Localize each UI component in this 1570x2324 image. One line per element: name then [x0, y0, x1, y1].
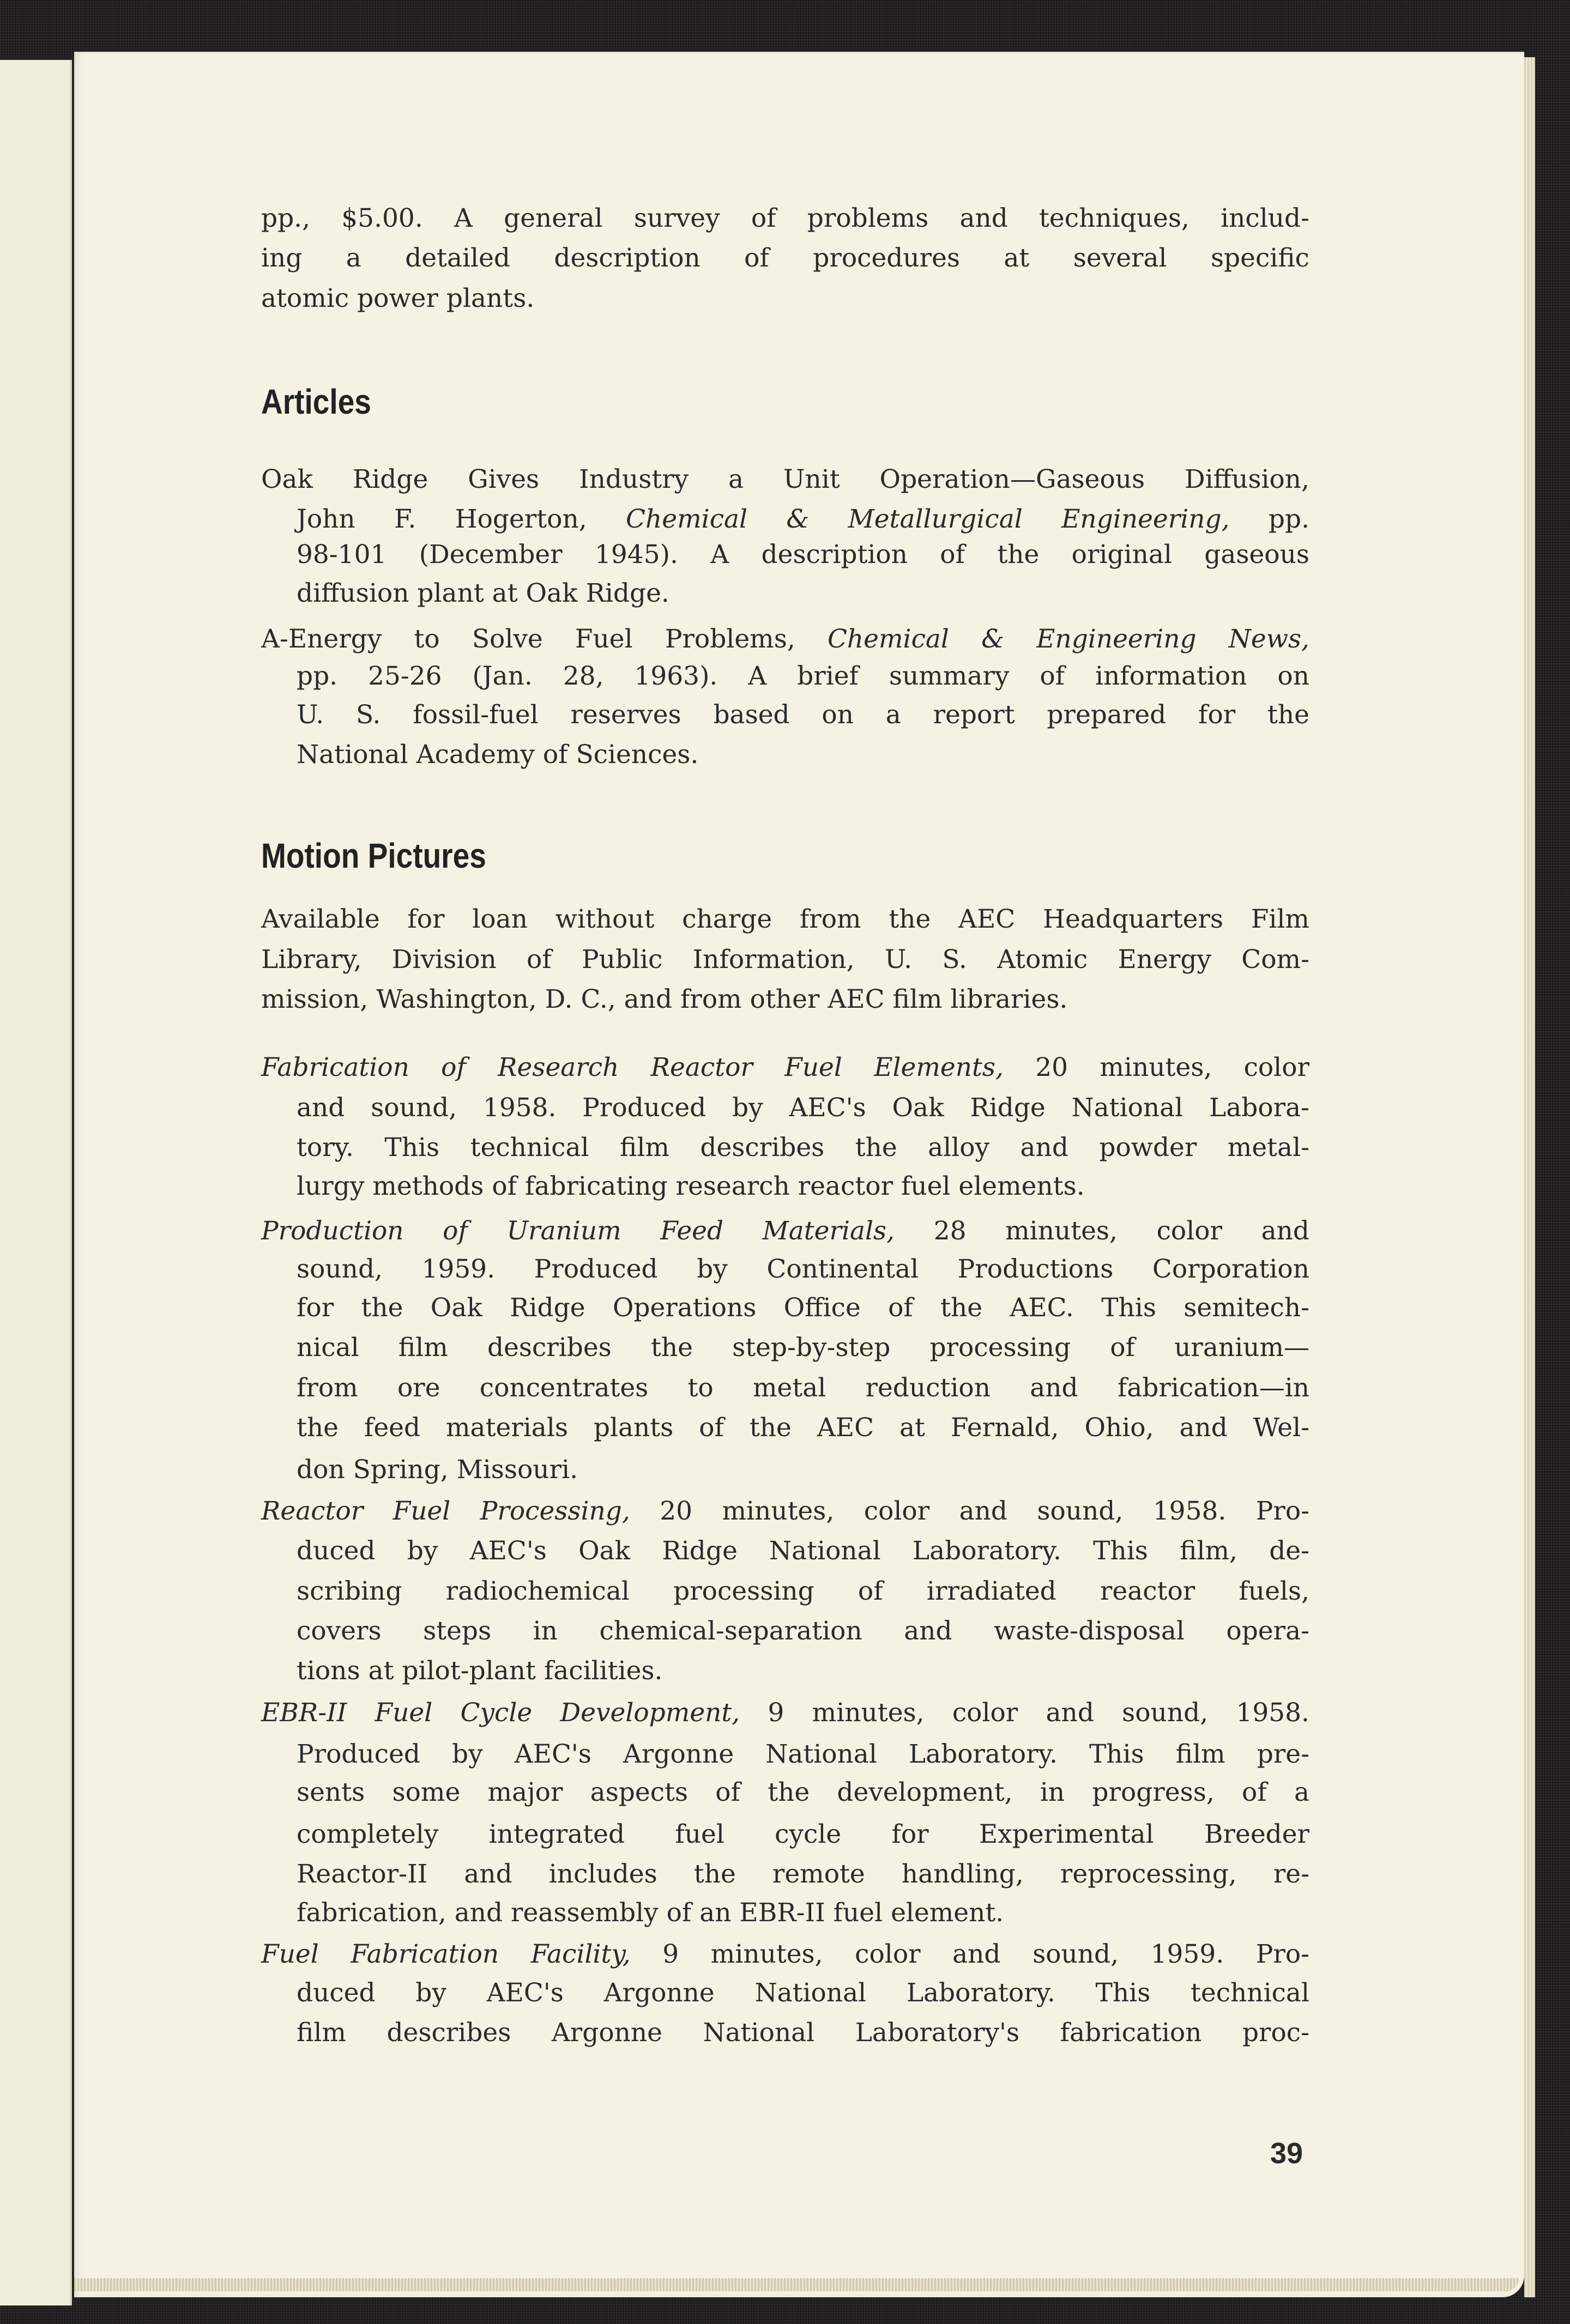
article-oak-ridge-line	[297, 573, 1309, 614]
body-text: 9 minutes, color and sound, 1958.	[740, 1698, 1309, 1728]
motion-pictures-intro-line	[261, 939, 1309, 980]
film-reactor-fuel-processing-line	[261, 1491, 1309, 1532]
body-text: 20 minutes, color	[1003, 1052, 1309, 1082]
italic-title-text: EBR-II Fuel Cycle Development,	[261, 1698, 740, 1728]
body-text: 9 minutes, color and sound, 1959. Pro-	[630, 1939, 1309, 1969]
heading-motion-pictures: Motion Pictures	[261, 836, 486, 875]
film-uranium-feed-materials-line	[297, 1327, 1309, 1368]
italic-title-text: Chemical & Metallurgical Engineering,	[626, 504, 1230, 534]
article-oak-ridge-line	[261, 459, 1309, 500]
body-text: pp., $5.00. A general survey of problems and techniques, includ-	[261, 203, 1309, 233]
film-fabrication-research-reactor-line	[261, 1047, 1309, 1088]
body-text: sents some major aspects of the development, in progress, of a	[297, 1777, 1309, 1807]
body-text: sound, 1959. Produced by Continental Productions Corporation	[297, 1254, 1309, 1284]
body-text: pp. 25-26 (Jan. 28, 1963). A brief summary of information on	[297, 661, 1309, 691]
article-a-energy-line	[297, 734, 1309, 775]
italic-title-text: Fuel Fabrication Facility,	[261, 1939, 631, 1969]
body-text: for the Oak Ridge Operations Office of the AEC. This semitech-	[297, 1293, 1309, 1323]
article-oak-ridge-line	[297, 499, 1309, 540]
film-ebr-ii-line	[297, 1854, 1309, 1895]
previous-page-edge	[0, 60, 72, 2305]
film-fuel-fabrication-facility-line	[297, 1972, 1309, 2013]
body-text: fabrication, and reassembly of an EBR-II fuel element.	[297, 1898, 1004, 1928]
film-uranium-feed-materials-line	[297, 1367, 1309, 1408]
body-text: nical film describes the step-by-step processing of uranium—	[297, 1333, 1309, 1363]
body-text: from ore concentrates to metal reduction and fabrication—in	[297, 1373, 1309, 1403]
body-text: completely integrated fuel cycle for Experimental Breeder	[297, 1819, 1309, 1849]
page-number: 39	[1270, 2137, 1303, 2170]
body-text: pp.	[1229, 504, 1310, 534]
body-text: Oak Ridge Gives Industry a Unit Operation—Gaseous Diffusion,	[261, 464, 1309, 494]
film-ebr-ii-line	[297, 1734, 1309, 1775]
body-text: mission, Washington, D. C., and from other AEC film libraries.	[261, 984, 1068, 1014]
page-stack-edge	[1524, 57, 1535, 2297]
intro-continuation-line	[261, 238, 1309, 279]
film-uranium-feed-materials-line	[261, 1211, 1309, 1251]
body-text: scribing radiochemical processing of irradiated reactor fuels,	[297, 1576, 1309, 1606]
film-fabrication-research-reactor-line	[297, 1166, 1309, 1207]
body-text: 98-101 (December 1945). A description of the original gaseous	[297, 540, 1309, 570]
film-reactor-fuel-processing-line	[297, 1611, 1309, 1651]
article-oak-ridge-line	[297, 534, 1309, 575]
body-text: 28 minutes, color and	[895, 1216, 1309, 1246]
body-text: don Spring, Missouri.	[297, 1455, 578, 1485]
body-text: duced by AEC's Oak Ridge National Laboratory. This film, de-	[297, 1536, 1309, 1566]
film-fuel-fabrication-facility-line	[297, 2012, 1309, 2053]
body-text: duced by AEC's Argonne National Laboratory. This technical	[297, 1978, 1309, 2008]
film-ebr-ii-line	[261, 1692, 1309, 1733]
article-a-energy-line	[297, 694, 1309, 735]
italic-title-text: Chemical & Engineering News,	[827, 624, 1309, 654]
body-text: Produced by AEC's Argonne National Laboratory. This film pre-	[297, 1739, 1309, 1769]
film-ebr-ii-line	[297, 1814, 1309, 1855]
body-text: lurgy methods of fabricating research reactor fuel elements.	[297, 1171, 1085, 1201]
italic-title-text: Production of Uranium Feed Materials,	[261, 1216, 895, 1246]
film-fabrication-research-reactor-line	[297, 1127, 1309, 1168]
body-text: National Academy of Sciences.	[297, 740, 699, 770]
article-a-energy-line	[297, 656, 1309, 697]
body-text: Reactor-II and includes the remote handling, reprocessing, re-	[297, 1859, 1309, 1889]
page-stack-bottom-edge	[74, 2278, 1519, 2291]
intro-continuation-line	[261, 278, 1309, 319]
film-reactor-fuel-processing-line	[297, 1530, 1309, 1571]
body-text: diffusion plant at Oak Ridge.	[297, 578, 669, 608]
film-fabrication-research-reactor-line	[297, 1087, 1309, 1128]
body-text: 20 minutes, color and sound, 1958. Pro-	[630, 1496, 1309, 1526]
film-uranium-feed-materials-line	[297, 1287, 1309, 1328]
italic-title-text: Reactor Fuel Processing,	[261, 1496, 630, 1526]
body-text: film describes Argonne National Laboratory's fabrication proc-	[297, 2018, 1309, 2048]
intro-continuation-line	[261, 198, 1309, 239]
body-text: U. S. fossil-fuel reserves based on a report prepared for the	[297, 700, 1309, 730]
film-uranium-feed-materials-line	[297, 1249, 1309, 1290]
italic-title-text: Fabrication of Research Reactor Fuel Elements,	[261, 1052, 1004, 1082]
body-text: tions at pilot-plant facilities.	[297, 1656, 663, 1686]
film-uranium-feed-materials-line	[297, 1449, 1309, 1490]
body-text: John F. Hogerton,	[297, 504, 626, 534]
body-text: the feed materials plants of the AEC at Fernald, Ohio, and Wel-	[297, 1413, 1309, 1443]
body-text: Available for loan without charge from the AEC Headquarters Film	[261, 904, 1309, 934]
body-text: and sound, 1958. Produced by AEC's Oak Ridge National Labora-	[297, 1093, 1309, 1123]
film-ebr-ii-line	[297, 1772, 1309, 1813]
body-text: Library, Division of Public Information, U. S. Atomic Energy Com-	[261, 945, 1309, 975]
body-text: atomic power plants.	[261, 283, 535, 313]
film-ebr-ii-line	[297, 1892, 1309, 1933]
body-text: tory. This technical film describes the alloy and powder metal-	[297, 1133, 1309, 1163]
heading-articles: Articles	[261, 382, 371, 421]
motion-pictures-intro-line	[261, 899, 1309, 940]
film-reactor-fuel-processing-line	[297, 1650, 1309, 1691]
body-text: A-Energy to Solve Fuel Problems,	[261, 624, 828, 654]
film-uranium-feed-materials-line	[297, 1407, 1309, 1448]
article-a-energy-line	[261, 619, 1309, 659]
film-reactor-fuel-processing-line	[297, 1571, 1309, 1612]
motion-pictures-intro-line	[261, 979, 1309, 1020]
film-fuel-fabrication-facility-line	[261, 1934, 1309, 1975]
body-text: ing a detailed description of procedures at several specific	[261, 243, 1309, 273]
body-text: covers steps in chemical-separation and waste-disposal opera-	[297, 1616, 1309, 1646]
